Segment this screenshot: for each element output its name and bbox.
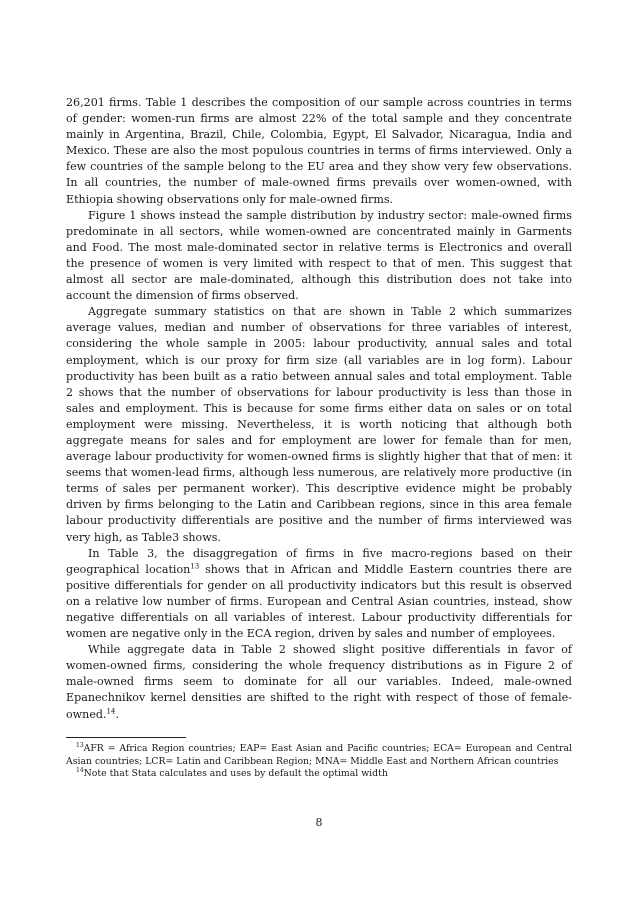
footnote-rule bbox=[66, 737, 186, 738]
paragraph-5 bbox=[66, 642, 572, 722]
paragraph-3: Aggregate summary statistics on that are shown in Table 2 which summarizes average values, median and number of observations for three variables of interest, considering the whole sample in 2005: labour productivity, annual sales and total employment, which is our proxy for firm size (all variables are in log form). Labour productivity has been built as a ratio between annual sales and total employment. Table 2 shows that the number of observations for labour productivity is less than those in sales and employment. This is because for some firms either data on sales or on total employment were missing. Nevertheless, it is worth noticing that although both aggregate means for sales and for employment are lower for female than for men, average labour productivity for women-owned firms is slightly higher that that of men: it seems that women-lead firms, although less numerous, are relatively more productive (in terms of sales per permanent worker). This descriptive evidence might be probably driven by firms belonging to the Latin and Caribbean regions, since in this area female labour productivity differentials are positive and the number of firms interviewed was very high, as Table3 shows. bbox=[66, 305, 572, 544]
paragraph-1: 26,201 firms. Table 1 describes the composition of our sample across countries in terms of gender: women-run firms are almost 22% of the total sample and they concentrate mainly in Argentina, Brazil, Chile, Colombia, Egypt, El Salvador, Nicaragua, India and Mexico. These are also the most populous countries in terms of firms interviewed. Only a few countries of the sample belong to the EU area and they show very few observations. In all countries, the number of male-owned firms prevails over women-owned, with Ethiopia showing observations only for male-owned firms. bbox=[66, 96, 572, 206]
paragraph-5-text-b: . bbox=[115, 707, 119, 721]
footnote-mark-13: 13 bbox=[76, 741, 84, 749]
paragraph-4 bbox=[66, 546, 572, 643]
footnote-13-text: AFR = Africa Region countries; EAP= East Asian and Pacific countries; ECA= European and Central Asian countries; LCR= Latin and Caribbean Region; MNA= Middle East and Northern African countries bbox=[66, 742, 572, 767]
footnote-14-text: Note that Stata calculates and uses by default the optimal width bbox=[83, 768, 388, 780]
footnote-ref-14[interactable]: 14 bbox=[106, 706, 116, 715]
paragraph-4-text-a: In Table 3, the disaggregation of firms in five macro-regions based on their geographical location bbox=[66, 546, 572, 576]
paragraph-5-text-a: While aggregate data in Table 2 showed slight positive differentials in favor of women-owned firms, considering the whole frequency distributions as in Figure 2 of male-owned firms seem to dominate for all our variables. Indeed, male-owned Epanechnikov kernel densities are shifted to the right with respect of those of female-owned. bbox=[66, 643, 572, 721]
paragraph-2: Figure 1 shows instead the sample distribution by industry sector: male-owned firms predominate in all sectors, while women-owned are concentrated mainly in Garments and Food. The most male-dominated sector in relative terms is Electronics and overall the presence of women is very limited with respect to that of men. This suggest that almost all sector are male-dominated, although this distribution does not take into account the dimension of firms observed. bbox=[66, 208, 572, 303]
footnote-14 bbox=[66, 768, 572, 781]
page-content bbox=[66, 95, 572, 781]
footnote-13 bbox=[66, 743, 572, 769]
footnote-ref-13[interactable]: 13 bbox=[190, 562, 200, 571]
paragraph-4-text-b: shows that in African and Middle Eastern countries there are positive differentials for gender on all productivity indicators but this result is observed on a relative low number of firms. European and Central Asian countries, instead, show negative differentials on all variables of interest. Labour productivity differentials for women are negative only in the ECA region, driven by sales and number of employees. bbox=[66, 562, 572, 641]
footnote-mark-14: 14 bbox=[76, 767, 84, 775]
page-number: 8 bbox=[315, 816, 323, 829]
